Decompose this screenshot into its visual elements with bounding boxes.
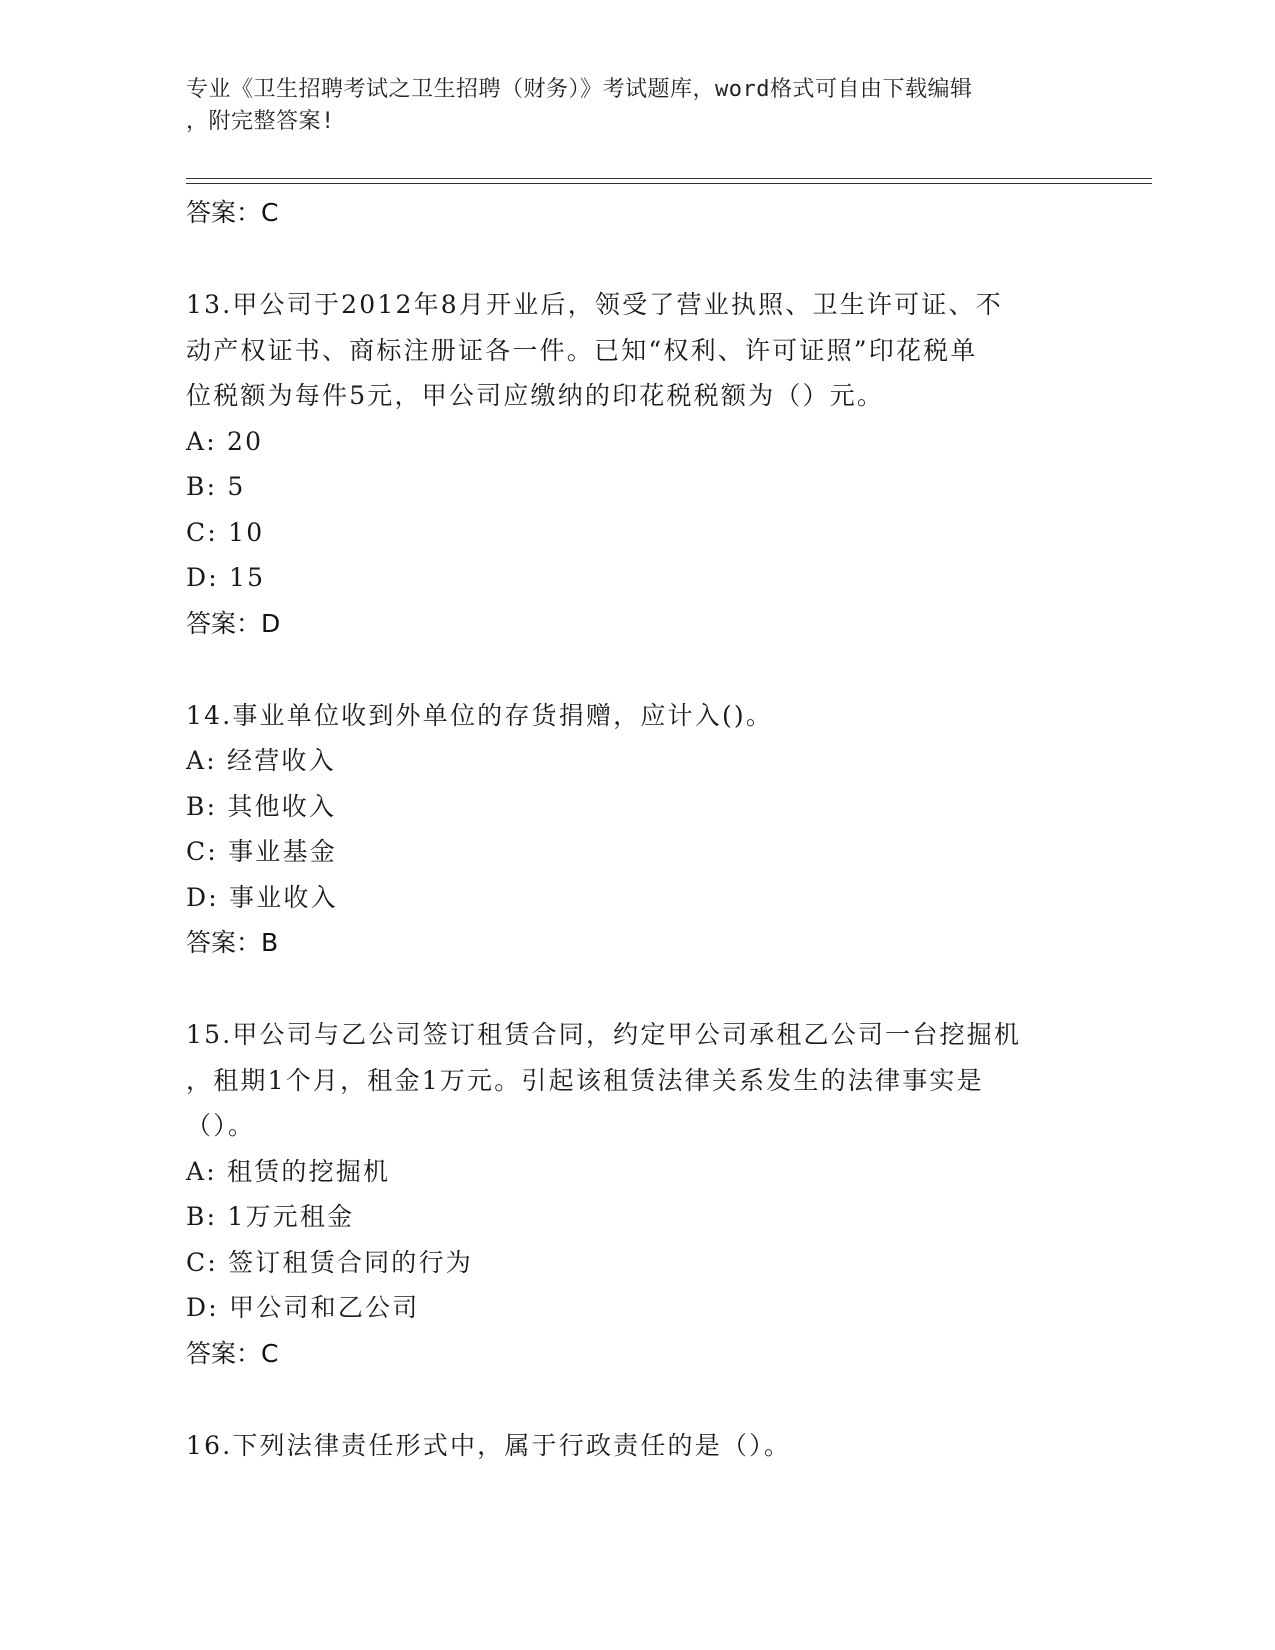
answer-label: 答案：B [186,928,279,957]
header-text-line-1: 专业《卫生招聘考试之卫生招聘（财务）》考试题库，word格式可自由下载编辑 [186,77,973,102]
question-text-line: 位税额为每件5元，甲公司应缴纳的印花税税额为（）元。 [186,381,885,410]
option-c: C: 签订租赁合同的行为 [186,1247,473,1277]
question-list [186,190,1076,1468]
option-d: D: 事业收入 [186,882,338,912]
option-b: B: 其他收入 [186,791,337,821]
answer-label: 答案：C [186,1338,279,1368]
answer-label: 答案：C [186,198,279,227]
question-15 [186,1012,1076,1149]
header-divider-top [186,178,1152,179]
option-a: A: 20 [186,426,264,456]
question-text-line: 13.甲公司于2012年8月开业后，领受了营业执照、卫生许可证、不 [186,290,1003,319]
option-c: C: 事业基金 [186,837,337,866]
question-text-line: （）。 [186,1111,256,1140]
spacer [186,647,1076,693]
question-16 [186,1423,1076,1469]
spacer [186,236,1076,282]
header-text-line-2: ，附完整答案! [186,109,335,134]
answer-label: 答案：D [186,608,281,638]
option-b: B: 5 [186,472,246,501]
question-14 [186,693,1076,739]
question-13 [186,282,1076,419]
question-text-line: 14.事业单位收到外单位的存货捐赠，应计入()。 [186,700,774,730]
option-d: D: 甲公司和乙公司 [186,1293,420,1322]
option-a: A: 租赁的挖掘机 [186,1156,391,1186]
option-d: D: 15 [186,563,266,592]
header-divider-bottom [186,183,1152,184]
spacer [186,1377,1076,1423]
option-c: C: 10 [186,517,265,547]
question-text-line: ，租期1个月，租金1万元。引起该租赁法律关系发生的法律事实是 [186,1065,984,1095]
spacer [186,966,1076,1012]
page-header [186,74,1066,138]
question-text-line: 动产权证书、商标注册证各一件。已知“权利、许可证照”印花税单 [186,335,978,365]
question-text-line: 16.下列法律责任形式中，属于行政责任的是（）。 [186,1430,792,1460]
question-text-line: 15.甲公司与乙公司签订租赁合同，约定甲公司承租乙公司一台挖掘机 [186,1020,1022,1049]
option-b: B: 1万元租金 [186,1202,355,1231]
option-a: A: 经营收入 [186,746,336,775]
